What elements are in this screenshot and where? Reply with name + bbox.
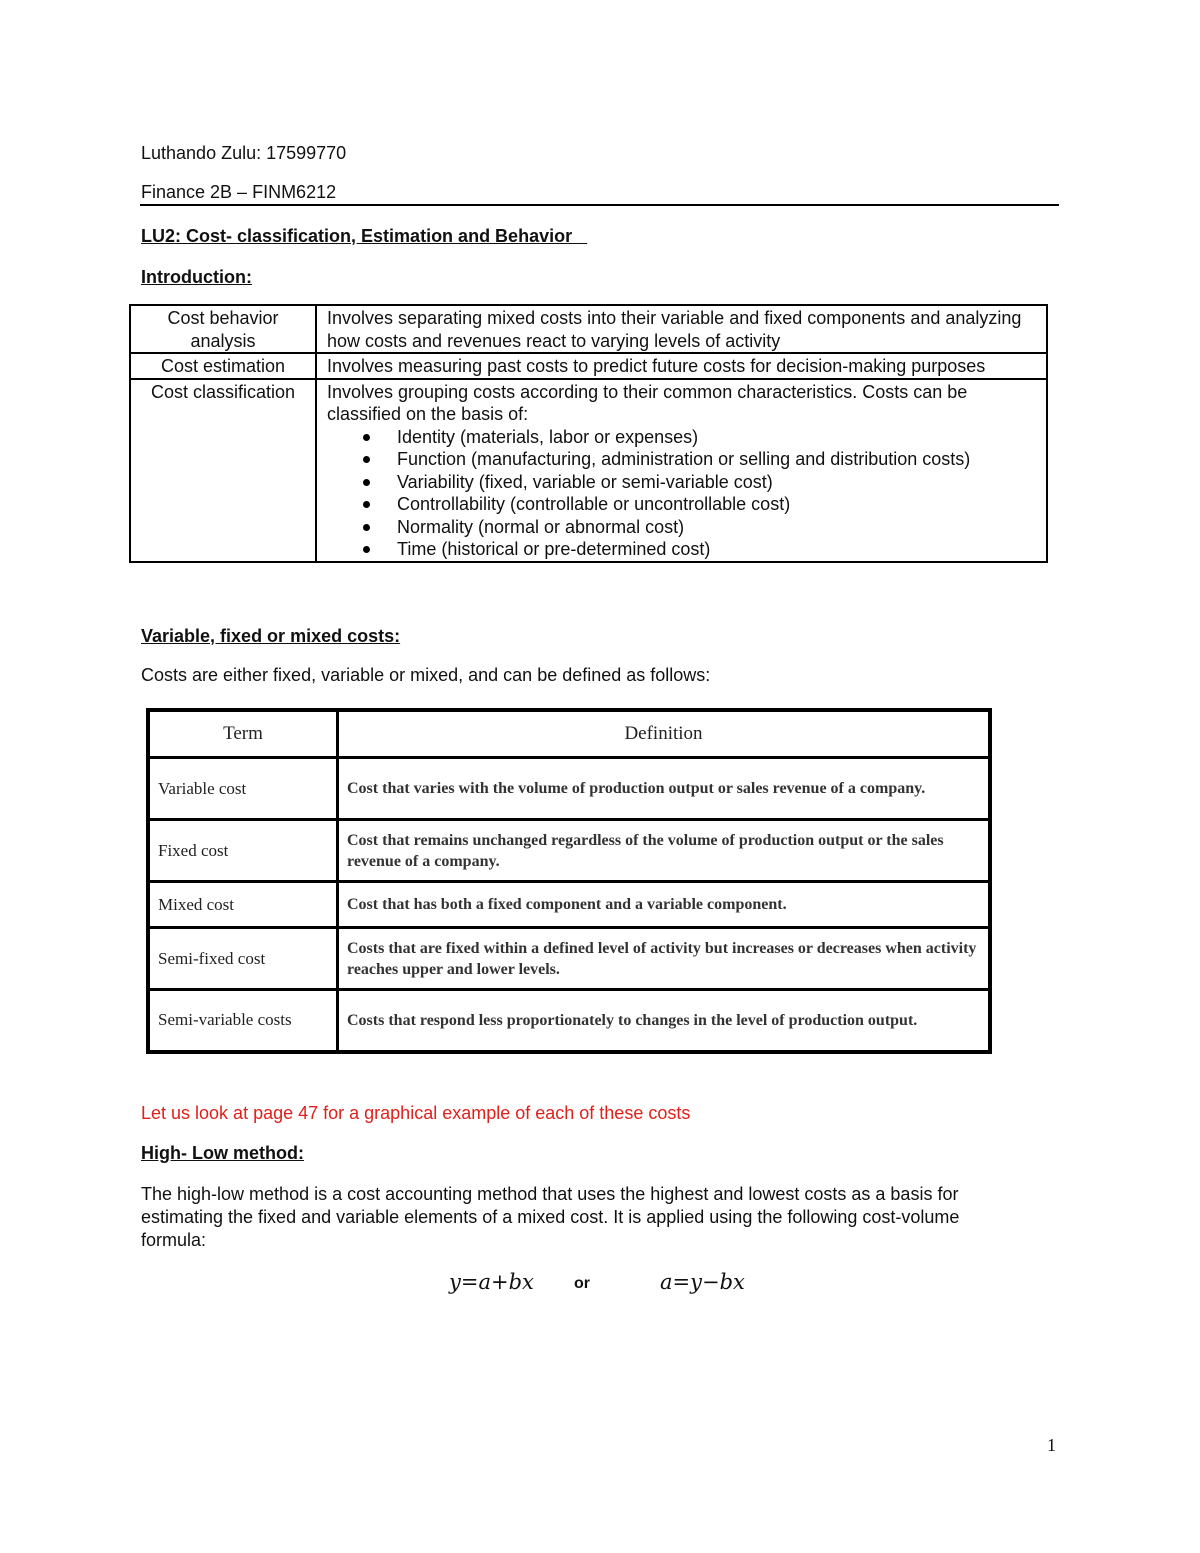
table-row bbox=[148, 820, 990, 882]
column-header: Definition bbox=[338, 710, 991, 758]
list-item: Variability (fixed, variable or semi-variable cost) bbox=[397, 471, 1036, 494]
intro-heading: Introduction: bbox=[141, 267, 252, 287]
cost-term: Mixed cost bbox=[148, 882, 338, 928]
cost-term: Variable cost bbox=[148, 758, 338, 820]
cost-definition: Cost that remains unchanged regardless of the volume of production output or the sales revenue of a company. bbox=[338, 820, 991, 882]
table-row bbox=[148, 928, 990, 990]
cost-definition: Costs that are fixed within a defined level of activity but increases or decreases when activity reaches upper and lower levels. bbox=[338, 928, 991, 990]
intro-term: Cost behavior analysis bbox=[130, 305, 316, 353]
table-row bbox=[148, 990, 990, 1052]
list-item: Identity (materials, labor or expenses) bbox=[397, 426, 1036, 449]
page-title: LU2: Cost- classification, Estimation and Behavior bbox=[141, 226, 573, 246]
high-low-heading: High- Low method: bbox=[141, 1143, 304, 1163]
cost-definition: Costs that respond less proportionately to changes in the level of production output. bbox=[338, 990, 991, 1052]
cost-term: Fixed cost bbox=[148, 820, 338, 882]
header-rule bbox=[140, 204, 1059, 206]
list-item: Time (historical or pre-determined cost) bbox=[397, 538, 1036, 561]
page-number: 1 bbox=[1047, 1435, 1056, 1455]
intro-term: Cost classification bbox=[130, 379, 316, 562]
costs-intro-text: Costs are either fixed, variable or mixed, and can be defined as follows: bbox=[141, 665, 711, 685]
page-reference-note: Let us look at page 47 for a graphical example of each of these costs bbox=[141, 1103, 691, 1123]
table-row bbox=[130, 353, 1047, 379]
column-header: Term bbox=[148, 710, 338, 758]
course-line: Finance 2B – FINM6212 bbox=[141, 182, 337, 202]
high-low-paragraph-line: estimating the fixed and variable elements of a mixed cost. It is applied using the following cost-volume bbox=[141, 1207, 960, 1227]
cost-definition: Cost that has both a fixed component and a variable component. bbox=[338, 882, 991, 928]
intro-description-cell bbox=[316, 379, 1047, 562]
table-row bbox=[130, 379, 1047, 562]
classification-list bbox=[327, 426, 1036, 561]
table-header-row bbox=[148, 710, 990, 758]
intro-description: Involves separating mixed costs into their variable and fixed components and analyzing how costs and revenues react to varying levels of activity bbox=[316, 305, 1047, 353]
list-item: Controllability (controllable or uncontrollable cost) bbox=[397, 493, 1036, 516]
cost-definitions-table bbox=[146, 708, 992, 1054]
list-item: Function (manufacturing, administration or selling and distribution costs) bbox=[397, 448, 1036, 471]
cost-term: Semi-fixed cost bbox=[148, 928, 338, 990]
table-row bbox=[130, 305, 1047, 353]
costs-heading: Variable, fixed or mixed costs: bbox=[141, 626, 401, 646]
table-row bbox=[148, 758, 990, 820]
table-row bbox=[148, 882, 990, 928]
intro-term: Cost estimation bbox=[130, 353, 316, 379]
high-low-paragraph-line: The high-low method is a cost accounting method that uses the highest and lowest costs as a basis for bbox=[141, 1184, 959, 1204]
cost-term: Semi-variable costs bbox=[148, 990, 338, 1052]
intro-description: Involves measuring past costs to predict future costs for decision-making purposes bbox=[316, 353, 1047, 379]
formula-right: a=y−bx bbox=[660, 1270, 745, 1294]
high-low-paragraph-line: formula: bbox=[141, 1230, 207, 1250]
author-line: Luthando Zulu: 17599770 bbox=[141, 143, 347, 163]
intro-table bbox=[129, 304, 1048, 563]
list-item: Normality (normal or abnormal cost) bbox=[397, 516, 1036, 539]
formula-left: y=a+bx bbox=[449, 1270, 534, 1294]
intro-description: Involves grouping costs according to their common characteristics. Costs can be classified on the basis of: bbox=[327, 381, 968, 424]
cost-definition: Cost that varies with the volume of production output or sales revenue of a company. bbox=[338, 758, 991, 820]
formula-or: or bbox=[574, 1275, 590, 1292]
